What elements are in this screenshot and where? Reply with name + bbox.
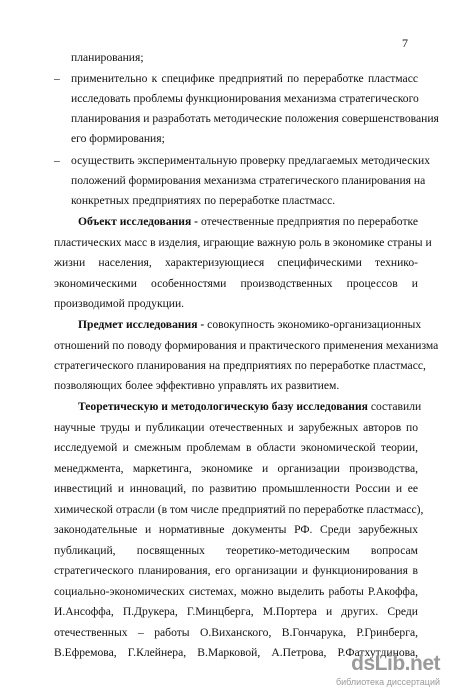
list-item-line: исследовать проблемы функционирования механизма стратегического <box>71 92 419 105</box>
theory-line: социально-экономических системах, можно выделить работы Р.Акоффа, <box>54 585 418 598</box>
list-item-line: конкретных предприятиях по переработке пластмасс. <box>71 194 336 207</box>
watermark-logo: dsLib.net <box>351 652 440 675</box>
object-first-line-text: отечественные предприятия по переработке <box>200 215 419 228</box>
theory-line: И.Ансоффа, П.Друкера, Г.Минцберга, М.Портера и других. Среди <box>54 605 418 618</box>
subject-first-line <box>78 317 422 333</box>
theory-line: менеджмента, маркетинга, экономике и организации производства, <box>54 462 418 475</box>
list-item-line: его формирования; <box>71 132 165 145</box>
list-dash: – <box>54 154 60 167</box>
list-item-line: применительно к специфике предприятий по переработке пластмасс <box>71 72 418 85</box>
subject-line: стратегического планирования на предприятиях по переработке пластмасс, <box>54 359 426 372</box>
theory-first-line <box>78 399 422 415</box>
watermark-subtitle: библиотека диссертаций <box>335 677 440 687</box>
theory-line: химической отрасли (в том числе предприятий по переработке пластмасс), <box>54 503 424 516</box>
theory-line: научные труды и публикации отечественных и зарубежных авторов по <box>54 421 418 434</box>
object-line: жизни населения, характеризующиеся специфическими технико- <box>54 256 418 269</box>
object-term: Объект исследования - <box>78 215 199 228</box>
list-continuation-line: планирования; <box>71 51 144 64</box>
list-item-line: планирования и разработать методические положения совершенствования <box>71 112 439 125</box>
subject-first-line-text: совокупность экономико-организационных <box>207 318 422 331</box>
object-line: экономическими особенностями производственных процессов и <box>54 277 418 290</box>
theory-line: инвестиций и инноваций, по развитию промышленности России и ее <box>54 482 418 495</box>
theory-line: отечественных – работы О.Виханского, В.Гончарука, Р.Гринберга, <box>54 626 418 639</box>
theory-first-line-text: составили <box>370 400 422 413</box>
theory-line: В.Ефремова, Г.Клейнера, В.Марковой, А.Петрова, Р.Фатхутдинова, <box>54 646 418 659</box>
subject-term: Предмет исследования - <box>78 318 205 331</box>
theory-line: публикаций, посвященных теоретико-методическим вопросам <box>54 544 418 557</box>
object-line: пластических масс в изделия, играющие важную роль в экономике страны и <box>54 236 432 249</box>
object-line: производимой продукции. <box>54 297 185 310</box>
page-number: 7 <box>402 36 408 50</box>
subject-line: позволяющих более эффективно управлять их развитием. <box>54 379 340 392</box>
watermark <box>328 652 440 690</box>
list-item-line: осуществить экспериментальную проверку предлагаемых методических <box>71 154 430 167</box>
theory-line: исследуемой и смежным проблемам в области экономической теории, <box>54 441 418 454</box>
object-first-line <box>78 214 418 230</box>
list-item-line: положений формирования механизма стратегического планирования на <box>71 174 426 187</box>
theory-line: стратегического планирования, его организации и функционирования в <box>54 564 418 577</box>
subject-line: отношений по поводу формирования и практического применения механизма <box>54 339 439 352</box>
theory-term: Теоретическую и методологическую базу исследования <box>78 400 368 413</box>
theory-line: законодательные и нормативные документы РФ. Среди зарубежных <box>54 523 418 536</box>
list-dash: – <box>54 72 60 85</box>
